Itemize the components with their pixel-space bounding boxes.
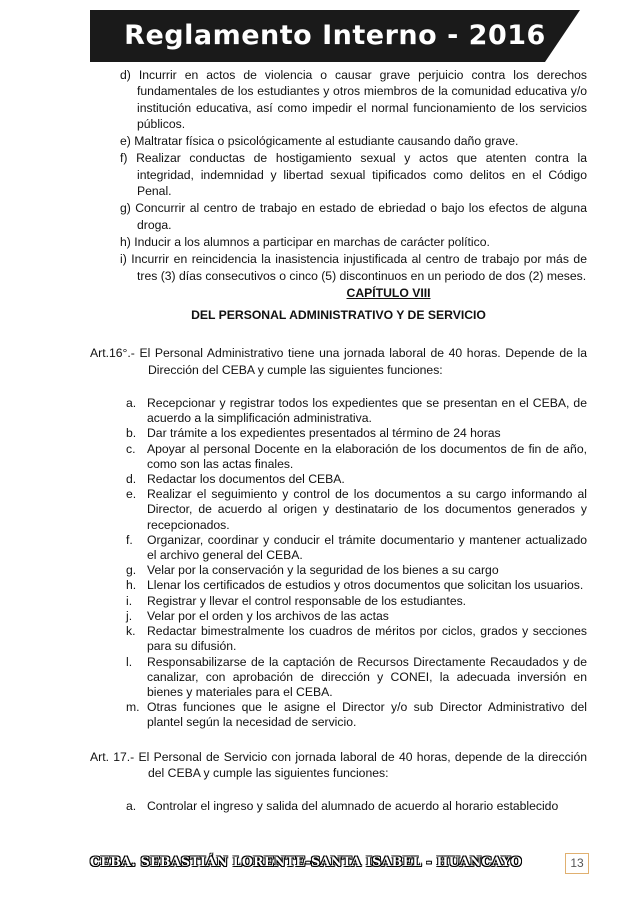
list-item: [126, 426, 587, 441]
list-item: f) Realizar conductas de hostigamiento sexual y actos que atenten contra la integridad, indemnidad y libertad sexual tipificados como delitos en el Código Penal.: [120, 151, 587, 199]
document-title: Reglamento Interno - 2016: [124, 20, 546, 51]
list-item: [126, 700, 587, 730]
article-16: Art.16°.- El Personal Administrativo tiene una jornada laboral de 40 horas. Depende de la Dirección del CEBA y cumple las siguientes funciones:: [90, 346, 587, 377]
list-item: [126, 472, 587, 487]
prohibitions-list: [90, 67, 587, 284]
item-text: Dar trámite a los expedientes presentados al término de 24 horas: [147, 426, 501, 441]
item-letter: i.: [126, 593, 133, 608]
page-footer: [90, 852, 587, 874]
item-letter: d.: [126, 472, 137, 487]
item-text: Apoyar al personal Docente en la elaboración de los documentos de fin de año, como son las actas finales.: [147, 441, 587, 471]
list-item: e) Maltratar física o psicológicamente al estudiante causando daño grave.: [120, 134, 519, 149]
item-text: Realizar el seguimiento y control de los documentos a su cargo informando al Director, de acuerdo al origen y destinatario de los documentos generados y recepcionados.: [147, 487, 587, 532]
list-item: [126, 396, 587, 426]
item-text: Redactar los documentos del CEBA.: [147, 472, 345, 487]
item-text: Llenar los certificados de estudios y otros documentos que solicitan los usuarios.: [147, 578, 584, 593]
list-item: [126, 624, 587, 654]
item-letter: a.: [126, 799, 137, 814]
item-text: Registrar y llevar el control responsable de los estudiantes.: [147, 593, 467, 608]
list-item: d) Incurrir en actos de violencia o causar grave perjuicio contra los derechos fundamentales de los estudiantes y otros miembros de la comunidad educativa y/o institución educativa, así como impedir el normal funcionamiento de los servicios públicos.: [120, 68, 587, 131]
item-text: Velar por la conservación y la seguridad de los bienes a su cargo: [147, 563, 499, 578]
item-letter: e.: [126, 487, 137, 502]
item-letter: a.: [126, 396, 137, 411]
article-17-functions: [90, 799, 587, 814]
list-item: [126, 533, 587, 563]
document-body: [90, 67, 587, 814]
article-17: Art. 17.- El Personal de Servicio con jornada laboral de 40 horas, depende de la dirección del CEBA y cumple las siguientes funciones:: [90, 749, 587, 780]
list-item: [126, 609, 587, 624]
list-item: [126, 799, 587, 814]
item-letter: f.: [126, 532, 133, 547]
item-text: Responsabilizarse de la captación de Recursos Directamente Recaudados y de canalizar, con aprobación de dirección y CONEI, la adecuada inversión en bienes y materiales para el CEBA.: [147, 654, 587, 699]
item-letter: l.: [126, 654, 133, 669]
item-text: Controlar el ingreso y salida del alumnado de acuerdo al horario establecido: [147, 799, 559, 814]
item-text: Redactar bimestralmente los cuadros de méritos por ciclos, grados y secciones para su difusión.: [147, 624, 587, 654]
article-16-functions: [90, 396, 587, 730]
chapter-heading: [90, 285, 587, 301]
item-letter: c.: [126, 441, 136, 456]
list-item: i) Incurrir en reincidencia la inasistencia injustificada al centro de trabajo por más de tres (3) días consecutivos o cinco (5) discontinuos en un periodo de dos (2) meses.: [120, 252, 587, 283]
item-letter: k.: [126, 624, 136, 639]
item-text: Velar por el orden y los archivos de las actas: [147, 608, 389, 623]
list-item: [126, 442, 587, 472]
item-letter: h.: [126, 578, 137, 593]
list-item: [126, 594, 587, 609]
spacer: [90, 731, 587, 749]
institution-name: CEBA. SEBASTIÁN LORENTE-SANTA ISABEL - HUANCAYO: [90, 854, 522, 869]
list-item: h) Inducir a los alumnos a participar en marchas de carácter político.: [120, 234, 490, 249]
chapter-title: DEL PERSONAL ADMINISTRATIVO Y DE SERVICIO: [191, 308, 486, 323]
item-text: Otras funciones que le asigne el Director y/o sub Director Administrativo del plantel según la necesidad de servicio.: [147, 700, 587, 730]
item-text: Recepcionar y registrar todos los expedientes que se presentan en el CEBA, de acuerdo a la simplificación administrativa.: [147, 396, 587, 426]
list-item: [126, 655, 587, 701]
list-item: [126, 578, 587, 593]
page-number: 13: [565, 853, 589, 874]
list-item: g) Concurrir al centro de trabajo en estado de ebriedad o bajo los efectos de alguna droga.: [120, 201, 587, 232]
header-banner: [90, 10, 580, 62]
list-item: [126, 487, 587, 533]
item-text: Organizar, coordinar y conducir el trámite documentario y mantener actualizado el archivo general del CEBA.: [147, 532, 587, 563]
item-letter: m.: [126, 700, 140, 715]
item-letter: b.: [126, 426, 137, 441]
item-letter: j.: [126, 608, 133, 623]
chapter-number: CAPÍTULO VIII: [346, 285, 431, 300]
list-item: [126, 563, 587, 578]
item-letter: g.: [126, 563, 137, 578]
